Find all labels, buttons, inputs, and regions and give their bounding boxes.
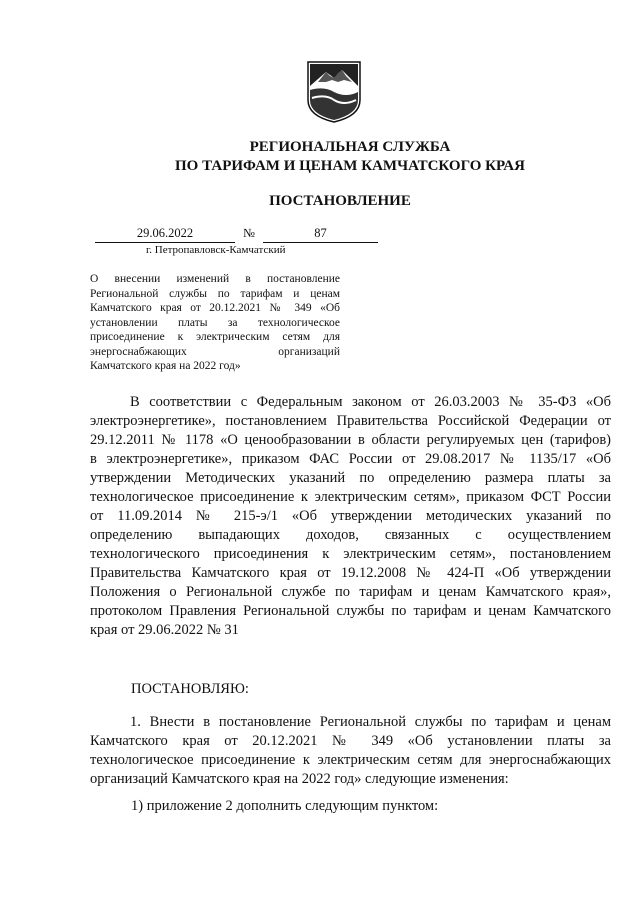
document-type: ПОСТАНОВЛЕНИЕ — [269, 193, 411, 209]
preamble-line: технологическое присоединение к электрическим сетям», приказом ФСТ России — [90, 489, 611, 505]
document-subject — [90, 272, 340, 374]
org-name-line2: ПО ТАРИФАМ И ЦЕНАМ КАМЧАТСКОГО КРАЯ — [175, 158, 525, 174]
preamble-line: определению выпадающих доходов, связанных с осуществлением — [90, 527, 611, 543]
preamble-line: электроэнергетике», постановлением Правительства Российской Федерации от — [90, 413, 611, 429]
item-1-line: организаций Камчатского края на 2022 год» следующие изменения: — [90, 771, 509, 787]
kamchatka-emblem-icon — [304, 60, 364, 124]
subject-line: Региональной службы по тарифам и ценам — [90, 287, 340, 300]
preamble-line: Правительства Камчатского края от 19.12.2008 № 424-П «Об утверждении — [90, 565, 611, 581]
preamble-line: от 11.09.2014 № 215-э/1 «Об утверждении методических указаний по — [90, 508, 611, 524]
preamble-paragraph — [90, 393, 611, 640]
subject-line: Камчатского края от 20.12.2021 № 349 «Об — [90, 302, 340, 314]
item-1-line: Камчатского края от 20.12.2021 № 349 «Об установлении платы за — [90, 733, 611, 749]
item-1-line: технологическое присоединение к электрическим сетям для энергоснабжающих — [90, 752, 611, 768]
document-date: 29.06.2022 — [95, 226, 235, 243]
item-1-paragraph — [90, 713, 611, 789]
preamble-line: Положения о Региональной службе по тарифам и ценам Камчатского края», — [90, 584, 611, 600]
city: г. Петропавловск-Камчатский — [146, 244, 286, 256]
preamble-line: края от 29.06.2022 № 31 — [90, 622, 239, 638]
preamble-line: утверждении Методических указаний по определению размера платы за — [90, 470, 611, 486]
document-number: 87 — [263, 226, 378, 243]
subject-line: энергоснабжающих организаций — [90, 345, 340, 358]
subject-line: О внесении изменений в постановление — [90, 273, 340, 285]
subject-line: Камчатского края на 2022 год» — [90, 360, 241, 372]
item-1-subitem: 1) приложение 2 дополнить следующим пунктом: — [131, 798, 439, 814]
subject-line: присоединение к электрическим сетям для — [90, 331, 340, 343]
preamble-line: В соответствии с Федеральным законом от 26.03.2003 № 35-ФЗ «Об — [130, 394, 611, 410]
preamble-line: технологического присоединения к электрическим сетям», постановлением — [90, 546, 611, 562]
resolve-heading: ПОСТАНОВЛЯЮ: — [131, 681, 249, 697]
subject-line: установлении платы за технологическое — [90, 316, 340, 329]
org-name-line1: РЕГИОНАЛЬНАЯ СЛУЖБА — [249, 139, 451, 155]
preamble-line: протоколом Правления Региональной службы по тарифам и ценам Камчатского — [90, 603, 611, 619]
preamble-line: в электроэнергетике», приказом ФАС России от 29.08.2017 № 1135/17 «Об — [90, 451, 611, 467]
number-sign: № — [243, 226, 255, 240]
preamble-line: 29.12.2011 № 1178 «О ценообразовании в области регулируемых цен (тарифов) — [90, 432, 611, 448]
item-1-line: 1. Внести в постановление Региональной службы по тарифам и ценам — [130, 714, 611, 730]
